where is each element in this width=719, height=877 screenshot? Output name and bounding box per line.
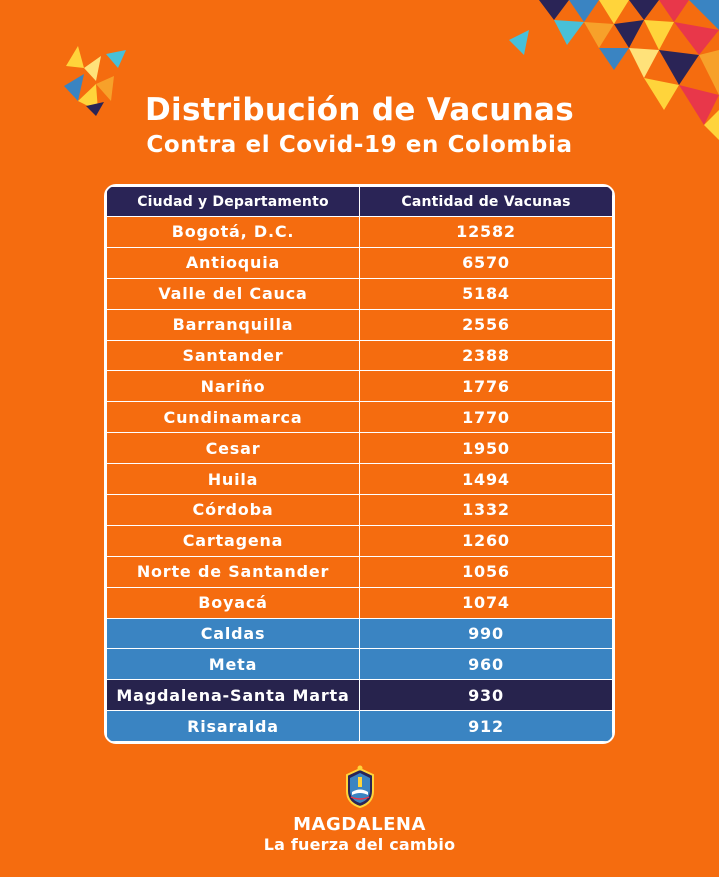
brand-slogan: La fuerza del cambio bbox=[263, 835, 456, 854]
row-quantity-cell: 1056 bbox=[360, 556, 613, 587]
row-city-cell: Huila bbox=[107, 464, 360, 495]
row-city-cell: Caldas bbox=[107, 618, 360, 649]
title-line-1: Distribución de Vacunas bbox=[145, 92, 574, 128]
magdalena-shield-icon bbox=[343, 765, 377, 809]
row-quantity-cell: 12582 bbox=[360, 217, 613, 248]
row-quantity-cell: 1260 bbox=[360, 525, 613, 556]
header-city: Ciudad y Departamento bbox=[107, 187, 360, 217]
row-city-cell: Córdoba bbox=[107, 495, 360, 526]
row-quantity-cell: 1332 bbox=[360, 495, 613, 526]
row-quantity-cell: 5184 bbox=[360, 278, 613, 309]
row-quantity-cell: 960 bbox=[360, 649, 613, 680]
row-city-cell: Norte de Santander bbox=[107, 556, 360, 587]
row-quantity-cell: 6570 bbox=[360, 247, 613, 278]
row-quantity-cell: 1494 bbox=[360, 464, 613, 495]
row-city-cell: Valle del Cauca bbox=[107, 278, 360, 309]
title-line-2: Contra el Covid-19 en Colombia bbox=[146, 132, 573, 158]
table-row bbox=[107, 711, 613, 742]
row-quantity-cell: 1950 bbox=[360, 433, 613, 464]
table-row bbox=[107, 464, 613, 495]
table-row bbox=[107, 340, 613, 371]
table-body bbox=[107, 217, 613, 742]
table-row bbox=[107, 556, 613, 587]
row-city-cell: Boyacá bbox=[107, 587, 360, 618]
table-row bbox=[107, 371, 613, 402]
row-city-cell: Cesar bbox=[107, 433, 360, 464]
row-city-cell: Santander bbox=[107, 340, 360, 371]
table-row bbox=[107, 680, 613, 711]
table-row bbox=[107, 649, 613, 680]
row-city-cell: Cundinamarca bbox=[107, 402, 360, 433]
table-row bbox=[107, 309, 613, 340]
row-city-cell: Magdalena-Santa Marta bbox=[107, 680, 360, 711]
row-city-cell: Barranquilla bbox=[107, 309, 360, 340]
row-city-cell: Cartagena bbox=[107, 525, 360, 556]
row-quantity-cell: 930 bbox=[360, 680, 613, 711]
row-quantity-cell: 2388 bbox=[360, 340, 613, 371]
table-row bbox=[107, 217, 613, 248]
row-quantity-cell: 2556 bbox=[360, 309, 613, 340]
row-city-cell: Nariño bbox=[107, 371, 360, 402]
page-title bbox=[0, 90, 719, 160]
row-city-cell: Bogotá, D.C. bbox=[107, 217, 360, 248]
vaccine-table bbox=[104, 184, 615, 744]
row-quantity-cell: 1074 bbox=[360, 587, 613, 618]
table-row bbox=[107, 587, 613, 618]
brand-name: MAGDALENA bbox=[293, 814, 426, 835]
row-quantity-cell: 990 bbox=[360, 618, 613, 649]
footer bbox=[0, 765, 719, 855]
table-row bbox=[107, 618, 613, 649]
table-row bbox=[107, 402, 613, 433]
row-quantity-cell: 1770 bbox=[360, 402, 613, 433]
table-header-row bbox=[107, 187, 613, 217]
row-quantity-cell: 912 bbox=[360, 711, 613, 742]
row-city-cell: Meta bbox=[107, 649, 360, 680]
header-quantity: Cantidad de Vacunas bbox=[360, 187, 613, 217]
table-row bbox=[107, 433, 613, 464]
table-row bbox=[107, 278, 613, 309]
row-city-cell: Risaralda bbox=[107, 711, 360, 742]
table-row bbox=[107, 525, 613, 556]
table-row bbox=[107, 495, 613, 526]
table-row bbox=[107, 247, 613, 278]
row-quantity-cell: 1776 bbox=[360, 371, 613, 402]
row-city-cell: Antioquia bbox=[107, 247, 360, 278]
